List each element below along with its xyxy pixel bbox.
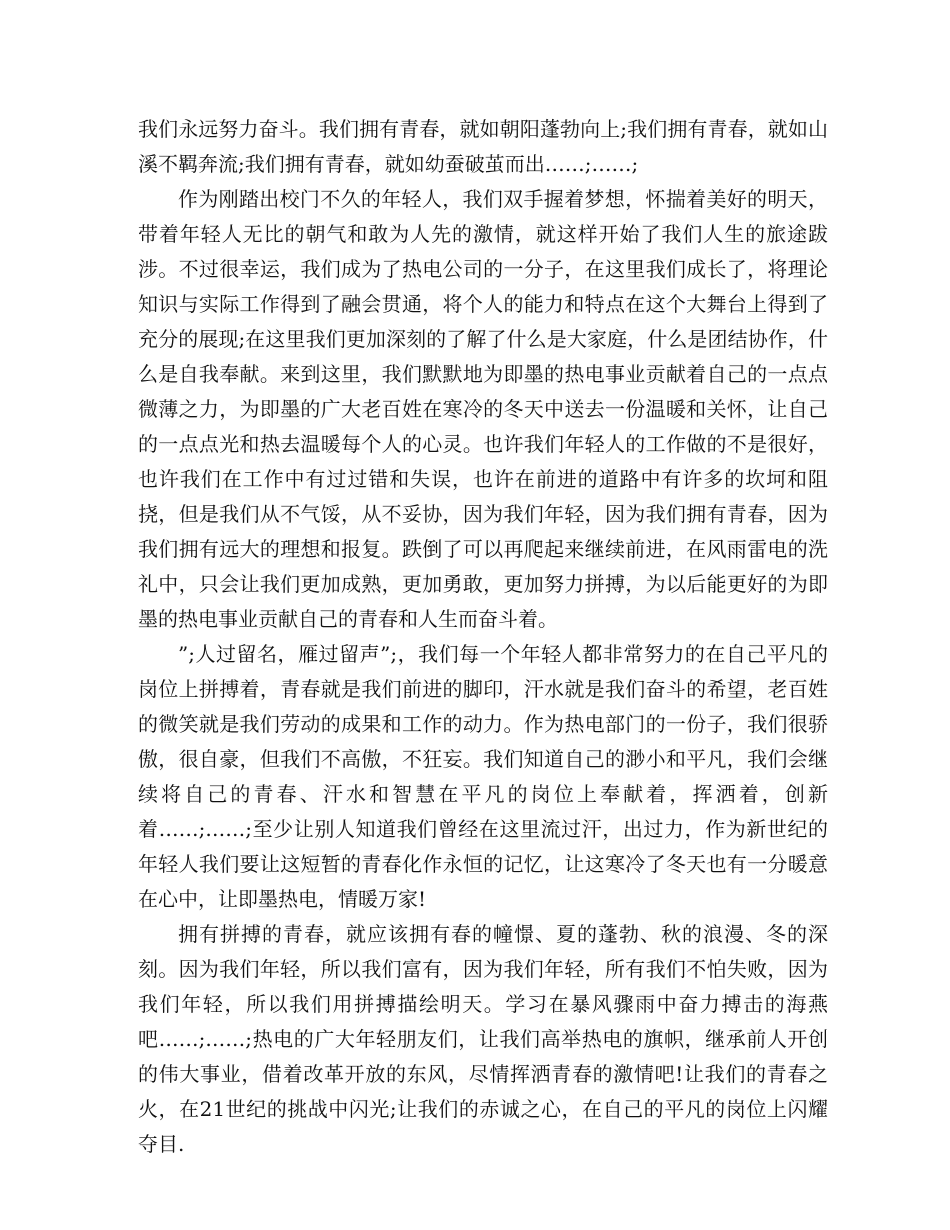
paragraph-1: 我们永远努力奋斗。我们拥有青春，就如朝阳蓬勃向上;我们拥有青春，就如山溪不羁奔流;我们拥有青春，就如幼蚕破茧而出……;……;: [138, 117, 828, 176]
paragraph-3: ”;人过留名，雁过留声”;，我们每一个年轻人都非常努力的在自己平凡的岗位上拼搏着，青春就是我们前进的脚印，汗水就是我们奋斗的希望，老百姓的微笑就是我们劳动的成果和工作的动力。作为热电部门的一份子，我们很骄傲，很自豪，但我们不高傲，不狂妄。我们知道自己的渺小和平凡，我们会继续将自己的青春、汗水和智慧在平凡的岗位上奉献着，挥洒着，创新着……;……;至少让别人知道我们曾经在这里流过汗，出过力，作为新世纪的年轻人我们要让这短暂的青春化作永恒的记忆，让这寒冷了冬天也有一分暖意在心中，让即墨热电，情暖万家!: [138, 642, 828, 911]
paragraph-2: 作为刚踏出校门不久的年轻人，我们双手握着梦想，怀揣着美好的明天，带着年轻人无比的朝气和敢为人先的激情，就这样开始了我们人生的旅途跋涉。不过很幸运，我们成为了热电公司的一分子，在这里我们成长了，将理论知识与实际工作得到了融会贯通，将个人的能力和特点在这个大舞台上得到了充分的展现;在这里我们更加深刻的了解了什么是大家庭，什么是团结协作，什么是自我奉献。来到这里，我们默默地为即墨的热电事业贡献着自己的一点点微薄之力，为即墨的广大老百姓在寒冷的冬天中送去一份温暖和关怀，让自己的一点点光和热去温暖每个人的心灵。也许我们年轻人的工作做的不是很好，也许我们在工作中有过过错和失误，也许在前进的道路中有许多的坎坷和阻挠，但是我们从不气馁，从不妥协，因为我们年轻，因为我们拥有青春，因为我们拥有远大的理想和报复。跌倒了可以再爬起来继续前进，在风雨雷电的洗礼中，只会让我们更加成熟，更加勇敢，更加努力拼搏，为以后能更好的为即墨的热电事业贡献自己的青春和人生而奋斗着。: [138, 187, 828, 631]
paragraph-4: 拥有拼搏的青春，就应该拥有春的幢憬、夏的蓬勃、秋的浪漫、冬的深刻。因为我们年轻，所以我们富有，因为我们年轻，所有我们不怕失败，因为我们年轻，所以我们用拼搏描绘明天。学习在暴风骤雨中奋力搏击的海燕吧……;……;热电的广大年轻朋友们，让我们高举热电的旗帜，继承前人开创的伟大事业，借着改革开放的东风，尽情挥洒青春的激情吧!让我们的青春之火，在21世纪的挑战中闪光;让我们的赤诚之心，在自己的平凡的岗位上闪耀夺目.: [138, 922, 828, 1156]
document-body: [138, 112, 828, 1162]
